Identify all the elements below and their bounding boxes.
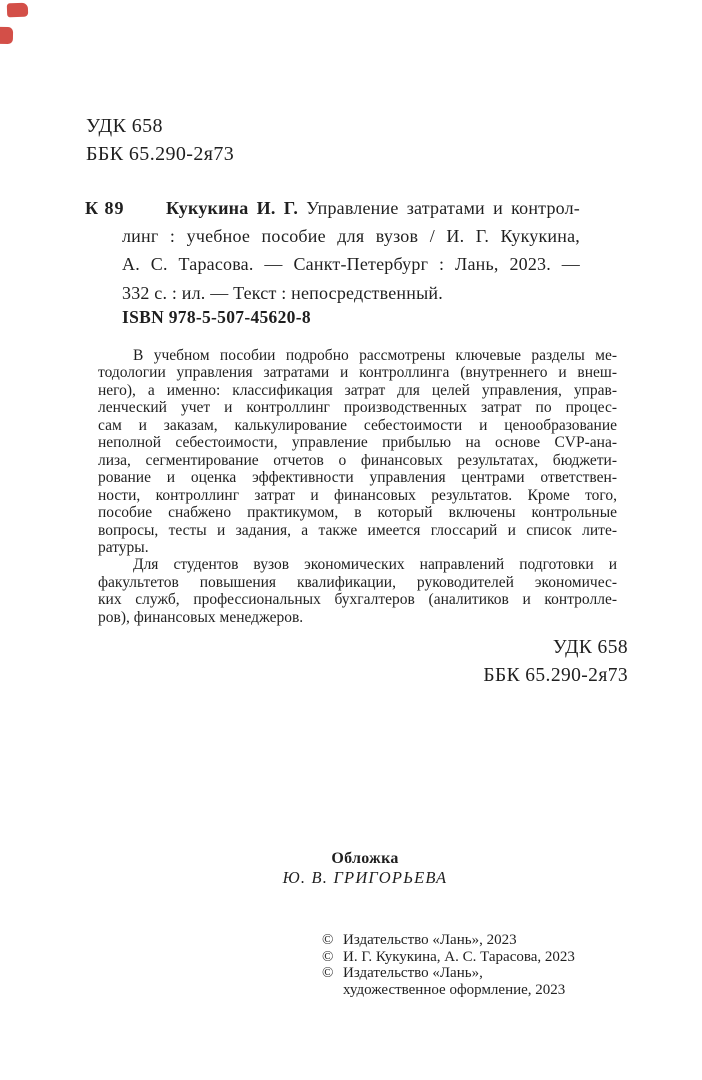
annotation-line: рование и оценка эффективности управления центрами ответствен- — [98, 469, 617, 487]
isbn-number: ISBN 978-5-507-45620-8 — [122, 307, 311, 327]
annotation-line: пособие снабжено практикумом, в который включены контрольные — [98, 504, 617, 522]
cover-credit — [98, 849, 632, 887]
catalog-line: 332 с. : ил. — Текст : непосредственный. — [122, 282, 443, 303]
annotation-line: Для студентов вузов экономических направлений подготовки и — [133, 556, 617, 574]
bbk-code: ББК 65.290-2я73 — [483, 664, 628, 686]
author-name: Кукукина И. Г. — [166, 198, 299, 218]
copyright-icon: © — [322, 965, 334, 982]
annotation-line: него), а именно: классификация затрат для целей управления, управ- — [98, 381, 617, 399]
annotation-line: ности, контроллинг затрат и финансовых результатов. Кроме того, — [98, 486, 617, 504]
annotation-line: ленческий учет и контроллинг производственных затрат по процес- — [98, 399, 617, 417]
annotation-block — [98, 347, 617, 626]
annotation-line: ких служб, профессиональных бухгалтеров (аналитиков и контролле- — [98, 591, 617, 609]
cover-credit-role: Обложка — [331, 850, 399, 867]
annotation-line: В учебном пособии подробно рассмотрены ключевые разделы ме- — [133, 347, 617, 364]
annotation-line: ратуры. — [98, 538, 149, 556]
catalog-line: А. С. Тарасова. — Санкт-Петербург : Лань, 2023. — — [122, 254, 580, 275]
catalog-card-entry — [85, 194, 580, 307]
copyright-block — [322, 932, 652, 998]
udk-code: УДК 658 — [552, 637, 628, 658]
annotation-line: ров), финансовых менеджеров. — [98, 608, 304, 626]
top-classification-codes — [86, 112, 234, 168]
copyright-line: © Издательство «Лань», — [322, 965, 483, 982]
copyright-line: © Издательство «Лань», 2023 — [322, 932, 517, 948]
catalog-index-code: К 89 — [85, 198, 125, 218]
copyright-icon: © — [322, 948, 334, 965]
catalog-line — [122, 194, 580, 222]
copyright-line: художественное оформление, 2023 — [343, 981, 566, 998]
copyright-icon: © — [322, 932, 334, 948]
copyright-line: © И. Г. Кукукина, А. С. Тарасова, 2023 — [322, 948, 575, 965]
annotation-line: сам и заказам, калькулирование себестоимости и ценообразование — [98, 416, 617, 434]
bbk-code: ББК 65.290-2я73 — [86, 143, 235, 165]
cover-credit-name: Ю. В. ГРИГОРЬЕВА — [282, 868, 448, 887]
catalog-line: линг : учебное пособие для вузов / И. Г. Кукукина, — [122, 226, 580, 247]
annotation-line: тодологии управления затратами и контроллинга (внутреннего и внеш- — [98, 364, 617, 382]
annotation-line: вопросы, тесты и задания, а также имеется глоссарий и список лите- — [98, 521, 617, 539]
corner-scan-mark — [7, 3, 28, 18]
corner-scan-mark — [0, 27, 13, 44]
annotation-line: факультетов повышения квалификации, руководителей экономичес- — [98, 573, 617, 591]
annotation-line: лиза, сегментирование отчетов о финансовых результатах, бюджети- — [98, 451, 617, 469]
annotation-line: неполной себестоимости, управление прибылью на основе CVP-ана- — [98, 434, 617, 452]
title-text: Управление затратами и контрол- — [306, 198, 580, 218]
udk-code: УДК 658 — [86, 115, 163, 137]
bottom-classification-codes — [305, 634, 628, 689]
